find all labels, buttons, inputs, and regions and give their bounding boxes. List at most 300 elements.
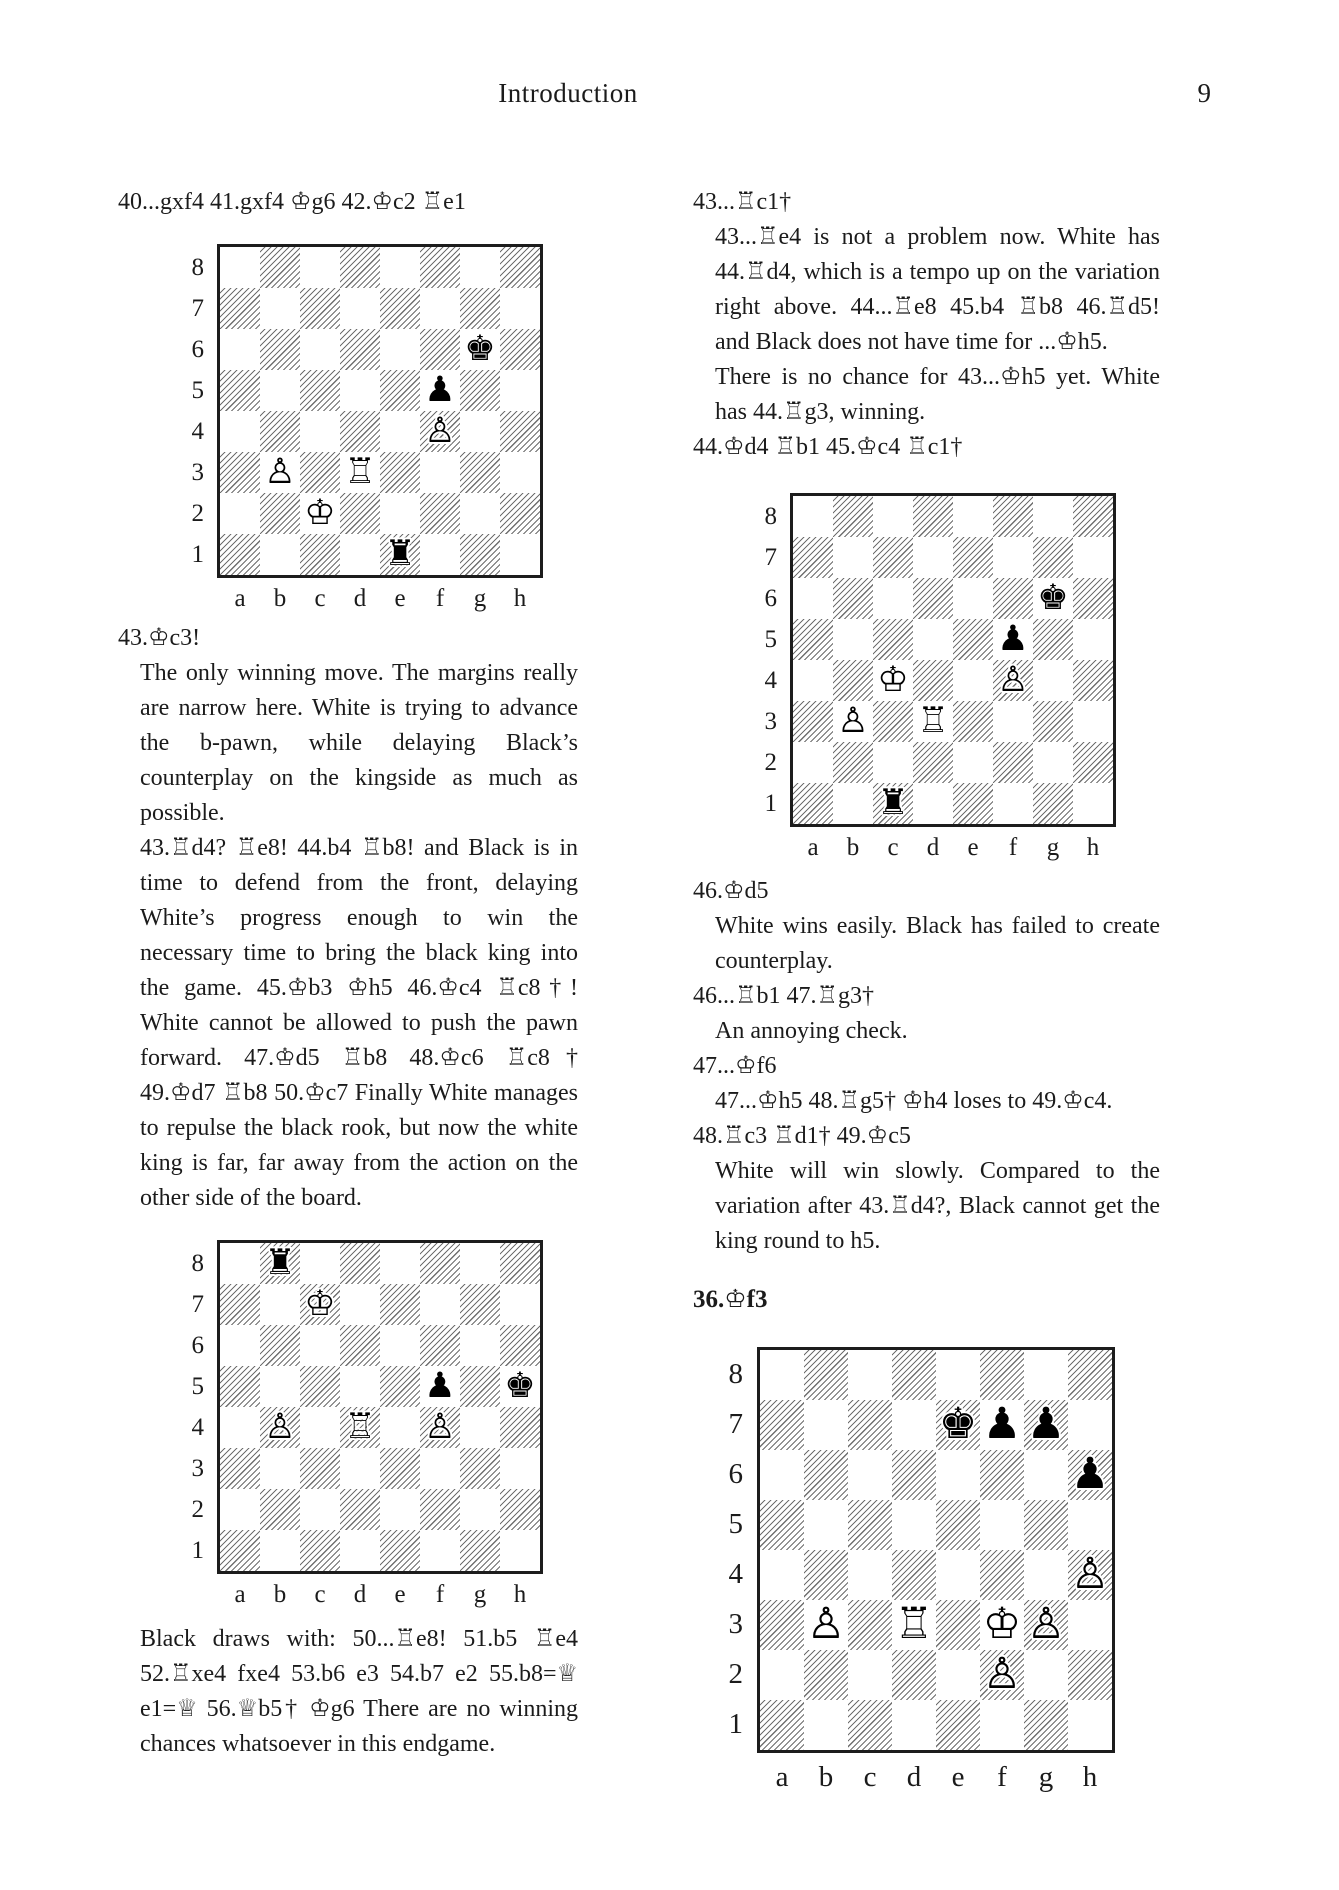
square-b8 [260, 1243, 300, 1284]
square-e3 [953, 701, 993, 742]
square-b7 [804, 1400, 848, 1450]
square-g1 [460, 534, 500, 575]
move-line: 48.♖c3 ♖d1† 49.♔c5 [693, 1122, 911, 1149]
black-pawn-on-f5: ♟ [997, 619, 1029, 659]
square-g8 [460, 247, 500, 288]
square-e5 [936, 1500, 980, 1550]
square-g1 [1033, 783, 1073, 824]
square-e1 [953, 783, 993, 824]
square-h4 [1073, 660, 1113, 701]
square-c3 [300, 1448, 340, 1489]
square-b7 [260, 1284, 300, 1325]
square-h7 [1068, 1400, 1112, 1450]
square-c2 [873, 742, 913, 783]
file-label-f: f [435, 1580, 445, 1608]
square-b6 [804, 1450, 848, 1500]
file-label-b: b [273, 585, 287, 612]
square-h4 [500, 1407, 540, 1448]
square-a3 [220, 1448, 260, 1489]
rank-label-3: 3 [728, 1608, 743, 1640]
square-f5 [420, 1366, 460, 1407]
rank-label-6: 6 [191, 336, 204, 363]
square-c6 [873, 578, 913, 619]
square-c4 [873, 660, 913, 701]
square-h3 [1068, 1600, 1112, 1650]
white-pawn-on-b3: ♙ [806, 1599, 846, 1649]
square-e7 [953, 537, 993, 578]
square-a7 [760, 1400, 804, 1450]
square-f3 [420, 1448, 460, 1489]
file-label-a: a [775, 1760, 789, 1793]
rank-label-5: 5 [191, 1372, 204, 1400]
rank-labels [182, 1243, 204, 1571]
square-b4 [804, 1550, 848, 1600]
file-label-d: d [353, 585, 367, 612]
square-f4 [993, 660, 1033, 701]
white-pawn-on-b3: ♙ [837, 701, 869, 741]
square-b2 [833, 742, 873, 783]
square-g7 [1033, 537, 1073, 578]
square-h3 [500, 1448, 540, 1489]
square-f6 [980, 1450, 1024, 1500]
board [757, 1347, 1115, 1753]
square-c1 [848, 1700, 892, 1750]
square-e1 [936, 1700, 980, 1750]
square-a6 [220, 329, 260, 370]
square-g6 [1033, 578, 1073, 619]
square-h1 [1068, 1700, 1112, 1750]
square-b5 [260, 370, 300, 411]
square-e6 [380, 329, 420, 370]
black-rook-on-e1: ♜ [384, 534, 416, 574]
square-c4 [300, 411, 340, 452]
square-b4 [833, 660, 873, 701]
square-a2 [793, 742, 833, 783]
chess-diagram-1 [182, 244, 543, 613]
square-e2 [936, 1650, 980, 1700]
annotation-paragraph: An annoying check. [715, 1017, 908, 1044]
square-g4 [1033, 660, 1073, 701]
file-label-f: f [1008, 834, 1018, 861]
square-e8 [380, 247, 420, 288]
square-e1 [380, 1530, 420, 1571]
file-label-h: h [1086, 834, 1100, 861]
square-e8 [953, 496, 993, 537]
square-d1 [913, 783, 953, 824]
square-e2 [953, 742, 993, 783]
square-f5 [980, 1500, 1024, 1550]
square-c2 [300, 1489, 340, 1530]
square-e7 [380, 288, 420, 329]
file-label-d: d [906, 1760, 922, 1793]
square-d3 [892, 1600, 936, 1650]
rank-label-2: 2 [764, 749, 777, 776]
square-h1 [500, 1530, 540, 1571]
square-f7 [980, 1400, 1024, 1450]
black-king-on-e7: ♚ [938, 1399, 978, 1449]
square-b3 [804, 1600, 848, 1650]
square-e4 [380, 1407, 420, 1448]
annotation-paragraph: Black draws with: 50...♖e8! 51.b5 ♖e4 52.♖xe4 fxe4 53.b6 e3 54.b7 e2 55.b8=♕ e1=♕ 56.♕b5† ♔g6 There are no winning chances whatsoever in this endgame. [140, 1626, 578, 1757]
white-pawn-on-f4: ♙ [424, 411, 456, 451]
square-a8 [220, 247, 260, 288]
square-g7 [460, 1284, 500, 1325]
square-a5 [220, 1366, 260, 1407]
square-g5 [1024, 1500, 1068, 1550]
black-king-on-g6: ♚ [1037, 578, 1069, 618]
square-d5 [892, 1500, 936, 1550]
square-d7 [340, 1284, 380, 1325]
square-e2 [380, 1489, 420, 1530]
move-line: 47...♔f6 [693, 1052, 777, 1079]
file-label-f: f [997, 1760, 1007, 1793]
square-c5 [300, 370, 340, 411]
square-b1 [260, 534, 300, 575]
file-label-b: b [273, 1580, 287, 1608]
square-f2 [420, 1489, 460, 1530]
square-a5 [760, 1500, 804, 1550]
rank-label-8: 8 [191, 254, 204, 281]
file-label-b: b [818, 1760, 834, 1793]
square-e7 [380, 1284, 420, 1325]
chess-diagram-2 [182, 1240, 543, 1609]
white-pawn-on-h4: ♙ [1070, 1549, 1110, 1599]
square-c7 [300, 288, 340, 329]
square-e6 [953, 578, 993, 619]
square-a6 [793, 578, 833, 619]
square-b3 [833, 701, 873, 742]
square-d8 [892, 1350, 936, 1400]
square-f8 [993, 496, 1033, 537]
square-b8 [260, 247, 300, 288]
square-d6 [340, 1325, 380, 1366]
file-label-a: a [807, 834, 819, 861]
square-b2 [804, 1650, 848, 1700]
square-e3 [380, 1448, 420, 1489]
square-d4 [913, 660, 953, 701]
file-labels [220, 585, 543, 613]
square-b6 [260, 329, 300, 370]
square-d2 [892, 1650, 936, 1700]
square-b3 [260, 452, 300, 493]
square-h8 [500, 1243, 540, 1284]
move-line: 46.♔d5 [693, 877, 769, 904]
square-g6 [460, 329, 500, 370]
rank-label-1: 1 [191, 541, 204, 568]
square-d5 [913, 619, 953, 660]
square-h6 [500, 329, 540, 370]
file-label-g: g [1038, 1760, 1054, 1793]
square-b4 [260, 1407, 300, 1448]
file-label-d: d [926, 834, 940, 861]
rank-label-5: 5 [764, 626, 777, 653]
square-b2 [260, 1489, 300, 1530]
square-c6 [300, 329, 340, 370]
rank-label-1: 1 [191, 1536, 204, 1564]
square-f8 [980, 1350, 1024, 1400]
square-d5 [340, 370, 380, 411]
square-g4 [460, 1407, 500, 1448]
rank-label-8: 8 [764, 503, 777, 530]
file-label-e: e [967, 834, 979, 861]
square-h5 [500, 1366, 540, 1407]
left-column [118, 185, 578, 1762]
square-h2 [1073, 742, 1113, 783]
square-c4 [300, 1407, 340, 1448]
square-h7 [1073, 537, 1113, 578]
square-c3 [300, 452, 340, 493]
file-label-b: b [846, 834, 860, 861]
square-a4 [220, 411, 260, 452]
rank-labels [182, 247, 204, 575]
square-a8 [760, 1350, 804, 1400]
square-d2 [340, 493, 380, 534]
file-label-e: e [951, 1760, 965, 1793]
square-f1 [993, 783, 1033, 824]
white-pawn-on-f4: ♙ [424, 1406, 456, 1447]
square-a5 [793, 619, 833, 660]
square-h7 [500, 288, 540, 329]
square-h6 [500, 1325, 540, 1366]
square-b7 [260, 288, 300, 329]
square-a4 [793, 660, 833, 701]
file-label-d: d [353, 1580, 367, 1608]
square-c3 [873, 701, 913, 742]
move-line: 43.♔c3! [118, 624, 201, 651]
square-h8 [500, 247, 540, 288]
rank-label-6: 6 [191, 1331, 204, 1359]
move-line: 46...♖b1 47.♖g3† [693, 982, 875, 1009]
square-f7 [420, 1284, 460, 1325]
move-line: 44.♔d4 ♖b1 45.♔c4 ♖c1† [693, 434, 963, 460]
square-f4 [420, 411, 460, 452]
rank-label-4: 4 [728, 1558, 743, 1590]
square-d3 [340, 452, 380, 493]
square-f7 [993, 537, 1033, 578]
rank-label-7: 7 [191, 1290, 204, 1318]
white-pawn-on-b3: ♙ [264, 452, 296, 492]
file-label-c: c [863, 1760, 877, 1793]
rank-label-7: 7 [764, 544, 777, 571]
rank-label-8: 8 [728, 1358, 743, 1390]
square-f5 [993, 619, 1033, 660]
square-c6 [300, 1325, 340, 1366]
board [217, 244, 543, 578]
square-f8 [420, 247, 460, 288]
square-a7 [793, 537, 833, 578]
rank-label-5: 5 [728, 1508, 743, 1540]
file-label-e: e [394, 585, 406, 612]
square-d3 [913, 701, 953, 742]
square-c5 [873, 619, 913, 660]
black-pawn-on-g7: ♟ [1026, 1399, 1066, 1449]
square-c5 [300, 1366, 340, 1407]
square-b8 [804, 1350, 848, 1400]
square-f6 [993, 578, 1033, 619]
square-f1 [420, 1530, 460, 1571]
square-e5 [380, 1366, 420, 1407]
square-a1 [793, 783, 833, 824]
square-f2 [980, 1650, 1024, 1700]
square-g5 [1033, 619, 1073, 660]
square-c2 [848, 1650, 892, 1700]
square-h6 [1073, 578, 1113, 619]
square-h1 [1073, 783, 1113, 824]
square-g2 [460, 493, 500, 534]
square-c8 [300, 247, 340, 288]
rank-label-6: 6 [728, 1458, 743, 1490]
white-rook-on-d3: ♖ [917, 701, 949, 741]
square-c7 [300, 1284, 340, 1325]
square-a8 [220, 1243, 260, 1284]
square-f5 [420, 370, 460, 411]
square-a1 [760, 1700, 804, 1750]
square-b1 [260, 1530, 300, 1571]
file-label-f: f [435, 585, 445, 612]
square-d6 [913, 578, 953, 619]
square-d6 [892, 1450, 936, 1500]
move-line: 43...♖c1† [693, 189, 792, 215]
square-f1 [980, 1700, 1024, 1750]
square-g5 [460, 1366, 500, 1407]
rank-label-5: 5 [191, 377, 204, 404]
page-title: Introduction [498, 78, 638, 108]
square-b6 [833, 578, 873, 619]
square-e6 [380, 1325, 420, 1366]
square-b5 [260, 1366, 300, 1407]
square-g8 [460, 1243, 500, 1284]
annotation-paragraph: 43.♖d4? ♖e8! 44.b4 ♖b8! and Black is in time to defend from the front, delaying White’s progress enough to win the necessary time to bring the black king into the game. 45.♔b3 ♔h5 46.♔c4 ♖c8†! White cannot be allowed to push the pawn forward. 47.♔d5 ♖b8 48.♔c6 ♖c8† 49.♔d7 ♖b8 50.♔c7 Finally White manages to repulse the black rook, but now the white king is far, far away from the action on the other side of the board. [140, 834, 578, 1211]
rank-label-3: 3 [191, 1454, 204, 1482]
square-f3 [993, 701, 1033, 742]
square-f2 [993, 742, 1033, 783]
square-b8 [833, 496, 873, 537]
black-rook-on-c1: ♜ [877, 783, 909, 823]
square-g2 [460, 1489, 500, 1530]
square-g7 [1024, 1400, 1068, 1450]
square-d5 [340, 1366, 380, 1407]
rank-label-2: 2 [728, 1658, 743, 1690]
rank-label-4: 4 [764, 667, 777, 694]
square-g7 [460, 288, 500, 329]
file-label-h: h [513, 585, 527, 612]
black-rook-on-b8: ♜ [264, 1242, 296, 1283]
square-c7 [848, 1400, 892, 1450]
white-king-on-c7: ♔ [304, 1283, 336, 1324]
square-a8 [793, 496, 833, 537]
square-h2 [500, 1489, 540, 1530]
square-b5 [833, 619, 873, 660]
square-g3 [1033, 701, 1073, 742]
square-a7 [220, 288, 260, 329]
annotation-paragraph: White wins easily. Black has failed to create counterplay. [715, 912, 1160, 974]
square-g6 [460, 1325, 500, 1366]
square-d6 [340, 329, 380, 370]
square-d4 [892, 1550, 936, 1600]
file-labels [220, 1581, 543, 1609]
square-b1 [833, 783, 873, 824]
annotation-paragraph: 43...♖e4 is not a problem now. White has 44.♖d4, which is a tempo up on the variation right above. 44...♖e8 45.b4 ♖b8 46.♖d5! and Black does not have time for ...♔h5. [715, 224, 1160, 355]
square-f6 [420, 329, 460, 370]
square-a1 [220, 534, 260, 575]
square-c8 [873, 496, 913, 537]
square-e7 [936, 1400, 980, 1450]
black-pawn-on-f7: ♟ [982, 1399, 1022, 1449]
square-e8 [936, 1350, 980, 1400]
square-g1 [1024, 1700, 1068, 1750]
square-h6 [1068, 1450, 1112, 1500]
square-d1 [340, 1530, 380, 1571]
square-e3 [380, 452, 420, 493]
square-d4 [340, 1407, 380, 1448]
annotation-paragraph: 47...♔h5 48.♖g5† ♔h4 loses to 49.♔c4. [715, 1087, 1113, 1114]
square-d8 [913, 496, 953, 537]
file-label-g: g [473, 585, 487, 612]
square-g3 [460, 1448, 500, 1489]
square-d7 [892, 1400, 936, 1450]
square-h5 [1073, 619, 1113, 660]
file-label-a: a [234, 585, 246, 612]
square-e8 [380, 1243, 420, 1284]
board [790, 493, 1116, 827]
square-b4 [260, 411, 300, 452]
square-c2 [300, 493, 340, 534]
square-h5 [500, 370, 540, 411]
square-a7 [220, 1284, 260, 1325]
square-c3 [848, 1600, 892, 1650]
square-h2 [500, 493, 540, 534]
white-king-on-f3: ♔ [982, 1599, 1022, 1649]
white-pawn-on-g3: ♙ [1026, 1599, 1066, 1649]
square-f2 [420, 493, 460, 534]
square-d3 [340, 1448, 380, 1489]
square-d8 [340, 247, 380, 288]
rank-label-7: 7 [728, 1408, 743, 1440]
square-f4 [980, 1550, 1024, 1600]
square-c7 [873, 537, 913, 578]
square-f6 [420, 1325, 460, 1366]
square-d2 [340, 1489, 380, 1530]
rank-label-2: 2 [191, 500, 204, 527]
file-labels [793, 834, 1116, 862]
square-a6 [760, 1450, 804, 1500]
square-f8 [420, 1243, 460, 1284]
square-a6 [220, 1325, 260, 1366]
square-a4 [220, 1407, 260, 1448]
rank-label-2: 2 [191, 1495, 204, 1523]
square-a3 [220, 452, 260, 493]
move-line: 40...gxf4 41.gxf4 ♔g6 42.♔c2 ♖e1 [118, 189, 466, 215]
square-e2 [380, 493, 420, 534]
file-label-e: e [394, 1580, 406, 1608]
white-king-on-c2: ♔ [304, 493, 336, 533]
square-a4 [760, 1550, 804, 1600]
square-h4 [1068, 1550, 1112, 1600]
square-e1 [380, 534, 420, 575]
square-h4 [500, 411, 540, 452]
square-f1 [420, 534, 460, 575]
black-pawn-on-h6: ♟ [1070, 1449, 1110, 1499]
square-h5 [1068, 1500, 1112, 1550]
square-h2 [1068, 1650, 1112, 1700]
square-d1 [892, 1700, 936, 1750]
rank-label-8: 8 [191, 1249, 204, 1277]
square-h3 [500, 452, 540, 493]
square-d7 [340, 288, 380, 329]
square-g5 [460, 370, 500, 411]
main-move-heading: 36.♔f3 [693, 1285, 768, 1313]
rank-labels [755, 496, 777, 824]
